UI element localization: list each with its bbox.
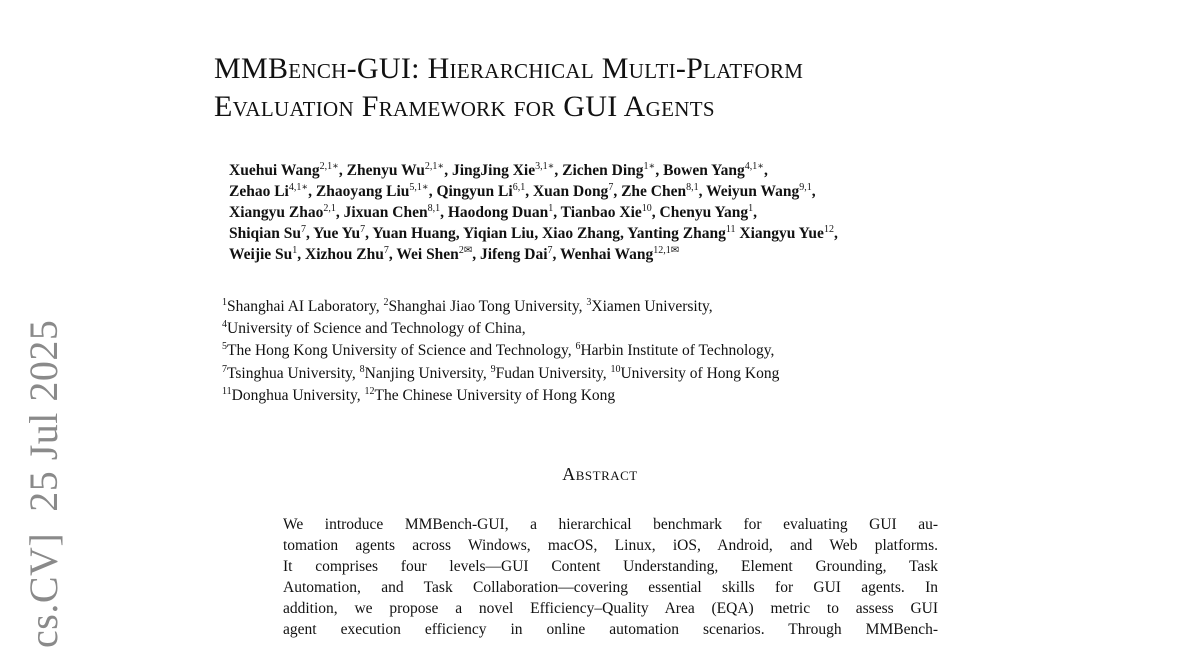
affiliation-line	[222, 385, 1082, 407]
paper-title-line-2: Evaluation Framework for GUI Agents	[214, 90, 715, 123]
affiliation-number: 5	[222, 341, 227, 353]
author-line	[229, 160, 1089, 181]
affiliation-name: University of Science and Technology of China,	[227, 320, 526, 338]
author-affiliation-mark: 12	[823, 224, 834, 235]
author-separator: ,	[444, 162, 452, 179]
affiliation-line	[222, 318, 1082, 340]
author-name: Bowen Yang	[663, 162, 745, 179]
affiliation-name: Nanjing University,	[364, 364, 491, 382]
abstract-heading: Abstract	[562, 464, 638, 484]
author-name: Zhaoyang Liu	[315, 183, 410, 200]
author-separator: ,	[698, 183, 707, 200]
author-separator: ,	[365, 225, 373, 242]
author-name: Haodong Duan	[447, 204, 549, 221]
author-affiliation-mark: 7	[360, 224, 366, 235]
author-affiliation-mark: 2,1∗	[424, 161, 445, 172]
affiliation-line	[222, 340, 1082, 362]
author-name: Zehao Li	[229, 183, 289, 200]
affiliation-number: 4	[222, 319, 227, 331]
author-name: Shiqian Su	[229, 225, 301, 242]
author-line	[229, 202, 1089, 223]
author-affiliation-mark: 3,1∗	[535, 161, 555, 172]
author-separator: ,	[811, 183, 816, 200]
author-name: Chenyu Yang	[659, 204, 749, 221]
author-name: Xuan Dong	[532, 183, 609, 200]
paper-title	[214, 50, 1094, 126]
author-affiliation-mark: 7	[300, 224, 306, 235]
affiliation-name: The Hong Kong University of Science and Technology,	[227, 342, 576, 360]
affiliation-name: Xiamen University,	[591, 298, 713, 315]
author-name: Xiangyu Zhao	[229, 204, 324, 221]
author-affiliation-mark: 1	[748, 203, 754, 214]
abstract-line: It comprises four levels—GUI Content Understanding, Element Grounding, Task	[283, 558, 938, 575]
arxiv-identifier-stamp: cs.CV] 25 Jul 2025	[21, 319, 66, 648]
affiliation-line	[222, 296, 1082, 318]
affiliation-name: University of Hong Kong	[620, 364, 780, 382]
author-affiliation-mark: 7	[547, 245, 553, 256]
author-affiliation-mark: 12,1✉	[653, 245, 680, 256]
author-name: Yanting Zhang	[627, 225, 726, 242]
author-name: Yiqian Liu	[462, 225, 535, 242]
abstract-line: We introduce MMBench-GUI, a hierarchical benchmark for evaluating GUI au-	[283, 516, 938, 533]
author-separator: ,	[440, 204, 448, 221]
author-separator: ,	[388, 246, 397, 263]
author-affiliation-mark: 7	[383, 245, 389, 256]
affiliation-name: Tsinghua University,	[227, 364, 360, 382]
affiliation-number: 1	[222, 297, 227, 308]
author-name: Xiangyu Yue	[739, 225, 824, 242]
author-separator: ,	[651, 204, 660, 221]
author-affiliation-mark: 11	[725, 224, 736, 235]
affiliation-name: Shanghai Jiao Tong University,	[388, 298, 587, 315]
abstract-line: addition, we propose a novel Efficiency–Quality Area (EQA) metric to assess GUI	[283, 600, 938, 617]
affiliation-name: Donghua University,	[231, 386, 365, 404]
affiliation-number: 11	[222, 385, 232, 397]
paper-title-line-1: MMBench-GUI: Hierarchical Multi-Platform	[214, 52, 804, 85]
affiliation-name: The Chinese University of Hong Kong	[374, 386, 616, 404]
author-affiliation-mark: 2,1∗	[319, 161, 339, 172]
author-affiliation-mark: 7	[608, 182, 614, 193]
author-separator: ,	[552, 246, 561, 263]
abstract-text	[283, 514, 938, 640]
affiliation-number: 7	[222, 363, 227, 375]
affiliation-number: 8	[359, 363, 365, 375]
author-name: JingJing Xie	[451, 162, 536, 179]
author-separator: ,	[308, 183, 316, 200]
author-separator: ,	[764, 162, 768, 179]
author-line	[229, 244, 1089, 265]
affiliation-name: Harbin Institute of Technology,	[580, 342, 775, 360]
author-name: Zhenyu Wu	[346, 162, 425, 179]
author-name: Xizhou Zhu	[305, 246, 384, 263]
author-name: Wenhai Wang	[560, 246, 654, 263]
author-affiliation-mark: 4,1∗	[744, 161, 765, 172]
affiliation-list	[222, 296, 1082, 407]
author-affiliation-mark: 8,1	[686, 182, 699, 193]
affiliation-line	[222, 363, 1082, 385]
affiliation-name: Fudan University,	[495, 364, 611, 382]
author-affiliation-mark: 1∗	[643, 161, 656, 172]
author-separator: ,	[305, 225, 314, 242]
affiliation-number: 12	[364, 385, 375, 397]
affiliation-number: 6	[575, 341, 581, 353]
affiliation-name: Shanghai AI Laboratory,	[227, 298, 384, 315]
author-separator: ,	[753, 204, 758, 221]
author-separator: ,	[335, 204, 344, 221]
affiliation-number: 3	[586, 297, 592, 308]
author-line	[229, 223, 1089, 244]
author-separator: ,	[534, 225, 543, 242]
abstract-line: tomation agents across Windows, macOS, Linux, iOS, Android, and Web platforms.	[283, 537, 938, 554]
author-separator: ,	[655, 162, 664, 179]
author-affiliation-mark: 5,1∗	[409, 182, 429, 193]
author-affiliation-mark: 2,1	[323, 203, 336, 214]
author-name: Qingyun Li	[436, 183, 513, 200]
author-name: Zichen Ding	[562, 162, 644, 179]
author-name: Wei Shen	[396, 246, 459, 263]
author-separator: ,	[338, 162, 347, 179]
author-name: Weijie Su	[229, 246, 293, 263]
author-affiliation-mark: 9,1	[799, 182, 812, 193]
author-name: Yuan Huang	[372, 225, 456, 242]
author-name: Jixuan Chen	[343, 204, 428, 221]
author-separator: ,	[472, 246, 480, 263]
author-separator: ,	[833, 225, 838, 242]
author-name: Yue Yu	[313, 225, 361, 242]
author-affiliation-mark: 10	[641, 203, 652, 214]
author-separator: ,	[554, 162, 563, 179]
author-name: Zhe Chen	[621, 183, 687, 200]
author-name: Xuehui Wang	[229, 162, 320, 179]
affiliation-number: 2	[383, 297, 389, 308]
abstract-line: Automation, and Task Collaboration—covering essential skills for GUI agents. In	[283, 579, 938, 596]
author-separator: ,	[428, 183, 437, 200]
abstract-line: agent execution efficiency in online automation scenarios. Through MMBench-	[283, 621, 938, 638]
affiliation-number: 10	[610, 363, 621, 375]
author-name: Xiao Zhang	[542, 225, 621, 242]
author-affiliation-mark: 8,1	[427, 203, 441, 214]
author-affiliation-mark: 6,1	[512, 182, 526, 193]
author-name: Tianbao Xie	[560, 204, 642, 221]
author-name: Jifeng Dai	[479, 246, 548, 263]
author-separator: ,	[620, 225, 628, 242]
author-separator: ,	[613, 183, 622, 200]
author-affiliation-mark: 1	[548, 203, 554, 214]
author-name: Weiyun Wang	[706, 183, 800, 200]
author-list	[229, 160, 1089, 265]
author-separator: ,	[553, 204, 561, 221]
author-separator: ,	[455, 225, 463, 242]
affiliation-number: 9	[490, 363, 496, 375]
author-affiliation-mark: 1	[292, 245, 298, 256]
author-affiliation-mark: 4,1∗	[288, 182, 309, 193]
author-affiliation-mark: 2✉	[458, 245, 473, 256]
author-line	[229, 181, 1089, 202]
author-separator: ,	[525, 183, 533, 200]
author-separator: ,	[297, 246, 306, 263]
